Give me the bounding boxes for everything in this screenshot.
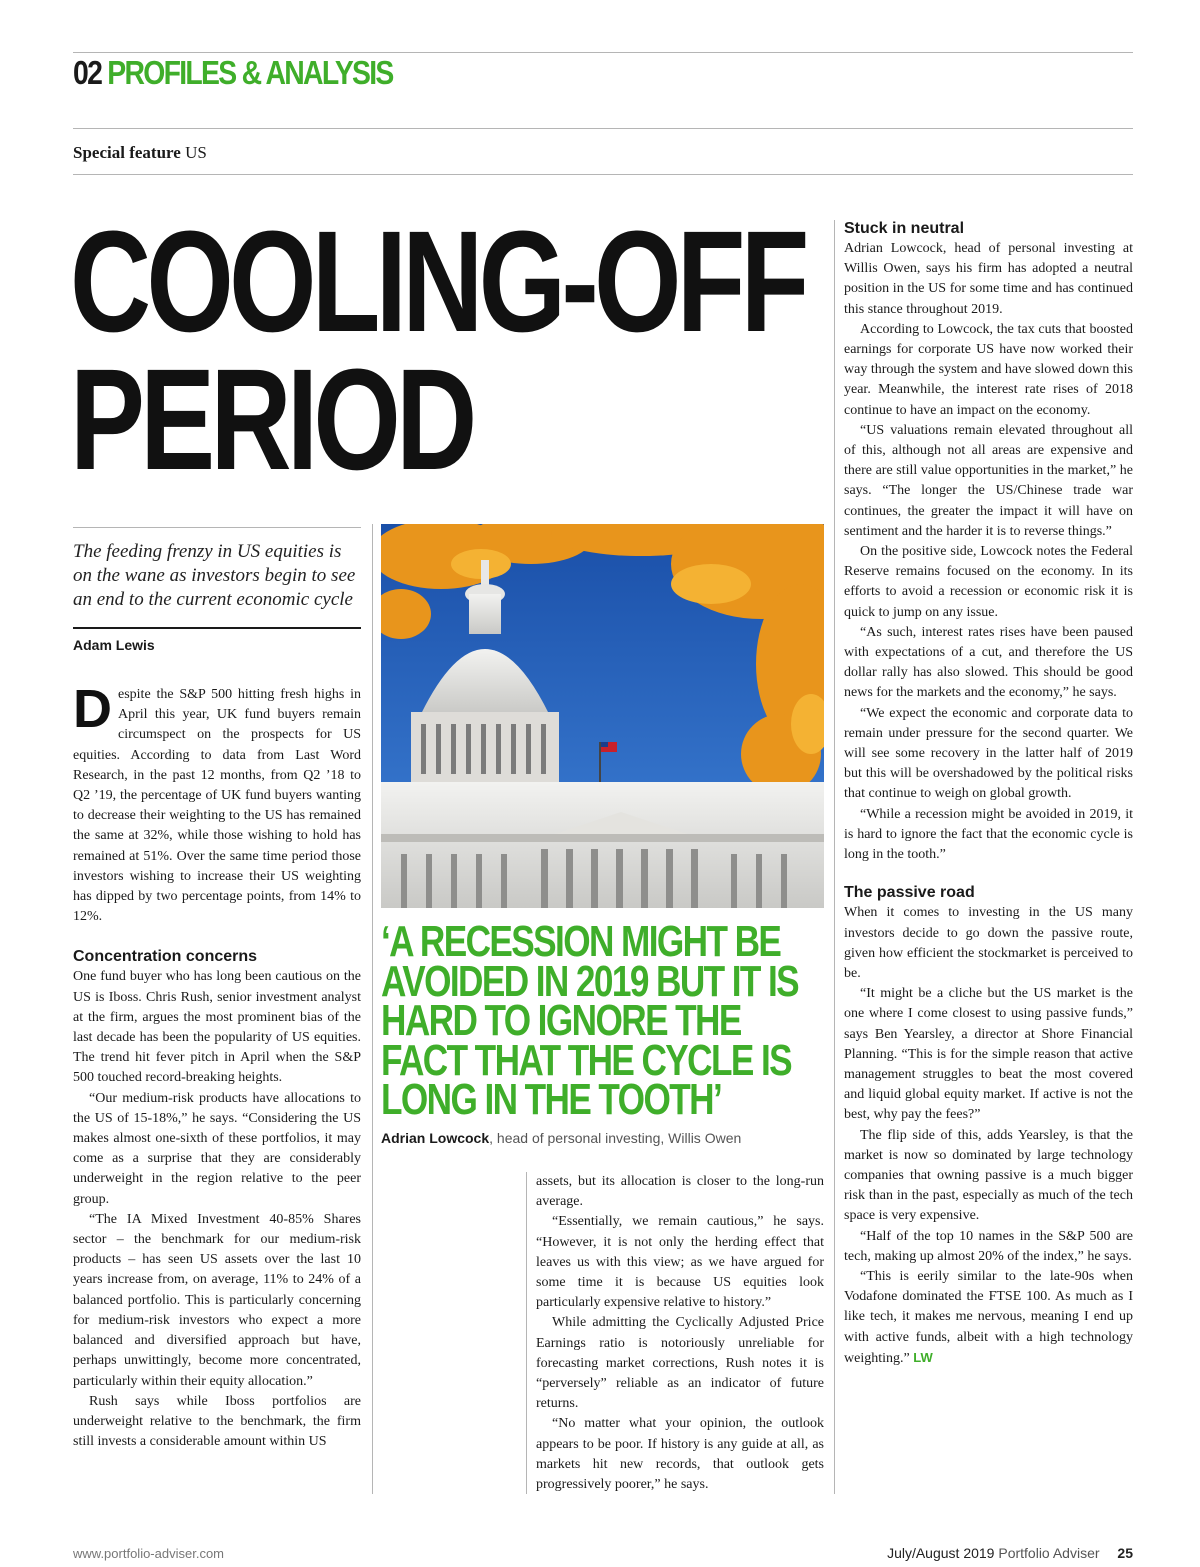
column-divider	[526, 1172, 527, 1494]
paragraph: “No matter what your opinion, the outlook appears to be poor. If history is any guide at all, as markets hit new records, that outlook gets progressively poorer,” he says.	[536, 1416, 824, 1493]
paragraph: “US valuations remain elevated throughout all of this, although not all areas are expensive and there are still value opportunities in the market,” he says. “The longer the US/Chinese trade war continues, the greater the impact it will have on sentiment and the harder it is to reverse things.”	[844, 422, 1133, 539]
pull-quote-attribution	[381, 1130, 741, 1146]
paragraph: “Essentially, we remain cautious,” he says. “However, it is not only the herding effect that leaves us with this view; as we have argued for some time it is because US equities look particularly expensive relative to history.”	[536, 1214, 824, 1311]
column-divider	[834, 220, 835, 1494]
pull-quote: ‘A RECESSION MIGHT BE AVOIDED IN 2019 BUT IT IS HARD TO IGNORE THE FACT THAT THE CYCLE IS LONG IN THE TOOTH’	[381, 917, 799, 1124]
section-rule	[73, 128, 1133, 129]
special-feature-label	[73, 143, 207, 163]
paragraph: While admitting the Cyclically Adjusted Price Earnings ratio is notoriously unreliable for forecasting market corrections, Rush notes it is “perversely” reliable as an indicator of future returns.	[536, 1315, 824, 1412]
paragraph: “We expect the economic and corporate data to remain under pressure for the second quarter. We will see some recovery in the latter half of 2019 but this will be overshadowed by the political risks that continue to weigh on global growth.	[844, 705, 1133, 802]
paragraph-text: “This is eerily similar to the late-90s when Vodafone dominated the FTSE 100. As much as I like tech, it makes me nervous, meaning I end up with active funds, albeit with a high technology weighting.”	[844, 1268, 1133, 1366]
magazine-name: Portfolio Adviser	[998, 1545, 1100, 1561]
standfirst-bottom-rule	[73, 627, 361, 629]
intro-text: espite the S&P 500 hitting fresh highs in April this year, UK fund buyers remain circumspect on the prospects for US equities. According to data from Last Word Research, in the past 12 months, from Q2 ’18 to Q2 ’19, the percentage of UK fund buyers wanting to decrease their weighting to the US has remained the same at 32%, while those wishing to hold has remained at 51%. Over the same time period those investors wishing to increase their US weighting has dipped by two percentage points, from 14% to 12%.	[73, 687, 361, 925]
section-title: PROFILES & ANALYSIS	[107, 54, 393, 91]
special-topic: US	[185, 143, 207, 162]
paragraph: “Half of the top 10 names in the S&P 500 are tech, making up almost 20% of the index,” he says.	[844, 1228, 1133, 1264]
footer-url: www.portfolio-adviser.com	[73, 1546, 224, 1561]
paragraph: “It might be a cliche but the US market is the one where I come closest to using passive funds,” says Ben Yearsley, a director at Shore Financial Planning. “This is for the simple reason that active management struggles to beat the most covered and liquid global equity market. If active is not the best, why pay the fees?”	[844, 986, 1133, 1123]
paragraph: assets, but its allocation is closer to the long-run average.	[536, 1174, 824, 1210]
top-rule	[73, 52, 1133, 53]
standfirst: The feeding frenzy in US equities is on the wane as investors begin to see an end to the current economic cycle	[73, 541, 356, 610]
section-number: 02	[73, 54, 102, 91]
paragraph: The flip side of this, adds Yearsley, is that the market is now so dominated by large technology companies that owning passive is a much bigger risk than in the past, especially as much of the tech space is very expensive.	[844, 1127, 1133, 1224]
column-2	[536, 1172, 824, 1495]
subhead-stuck-in-neutral: Stuck in neutral	[844, 220, 965, 237]
headline-line-2: PERIOD	[70, 339, 473, 500]
paragraph: “As such, interest rates rises have been paused with expectations of a cut, and therefore the US dollar rally has also slowed. This should be good news for the markets and the economy,” he says.	[844, 624, 1133, 701]
column-1	[73, 679, 361, 1452]
paragraph: When it comes to investing in the US many investors decide to go down the passive route, given how efficient the stockmarket is perceived to be.	[844, 905, 1133, 981]
capitol-photo	[381, 524, 824, 908]
column-divider	[372, 524, 373, 1494]
special-rule	[73, 174, 1133, 175]
paragraph: “Our medium-risk products have allocations to the US of 15-18%,” he says. “Considering the US makes almost one-sixth of these portfolios, it may come as a surprise that they are considerably underweight in the region relative to the peer group.	[73, 1090, 361, 1207]
paragraph: Rush says while Iboss portfolios are underweight relative to the benchmark, the firm still invests a considerable amount within US	[73, 1393, 361, 1450]
intro-paragraph	[73, 679, 361, 927]
subhead-passive-road: The passive road	[844, 884, 975, 902]
issue-date: July/August 2019	[887, 1545, 995, 1561]
end-mark: LW	[913, 1349, 933, 1365]
paragraph: One fund buyer who has long been cautious on the US is Iboss. Chris Rush, senior investment analyst at the firm, argues the most prominent bias of the last decade has been the popularity of US equities. The trend hit fever pitch in April when the S&P 500 touched record-breaking heights.	[73, 969, 361, 1086]
standfirst-top-rule	[73, 527, 361, 528]
paragraph	[844, 1267, 1133, 1369]
byline: Adam Lewis	[73, 637, 155, 653]
headline-line-1: COOLING-OFF	[70, 201, 805, 362]
paragraph: On the positive side, Lowcock notes the Federal Reserve remains focused on the economy. In its efforts to avoid a recession or economic risk it is quick to jump on any issue.	[844, 544, 1133, 620]
paragraph: According to Lowcock, the tax cuts that boosted earnings for corporate US have now worked their way through the system and have slowed down this year. Meanwhile, the interest rate rises of 2018 continue to have an impact on the economy.	[844, 321, 1133, 418]
paragraph: “While a recession might be avoided in 2019, it is hard to ignore the fact that the economic cycle is long in the tooth.”	[844, 806, 1133, 863]
subhead-concentration: Concentration concerns	[73, 948, 258, 966]
capitol-building-image	[381, 524, 824, 908]
drop-cap: D	[73, 679, 112, 739]
column-3	[844, 219, 1133, 1369]
paragraph: Adrian Lowcock, head of personal investing at Willis Owen, says his firm has adopted a neutral position in the US for some time and has continued this stance throughout 2019.	[844, 241, 1133, 317]
attribution-name: Adrian Lowcock	[381, 1130, 490, 1146]
attribution-role: , head of personal investing, Willis Owen	[489, 1130, 742, 1146]
special-label: Special feature	[73, 143, 181, 162]
paragraph: “The IA Mixed Investment 40-85% Shares sector – the benchmark for our medium-risk products – has seen US assets over the last 10 years increase from, on average, 11% to 24% of a balanced portfolio. This is particularly concerning for medium-risk investors who expect a more balanced and diversified approach but have, perhaps unwittingly, become more concentrated, particularly within their equity allocation.”	[73, 1211, 361, 1389]
page-number: 25	[1117, 1545, 1133, 1561]
footer-issue-info	[887, 1545, 1133, 1561]
headline	[70, 201, 805, 500]
section-heading	[73, 54, 393, 92]
